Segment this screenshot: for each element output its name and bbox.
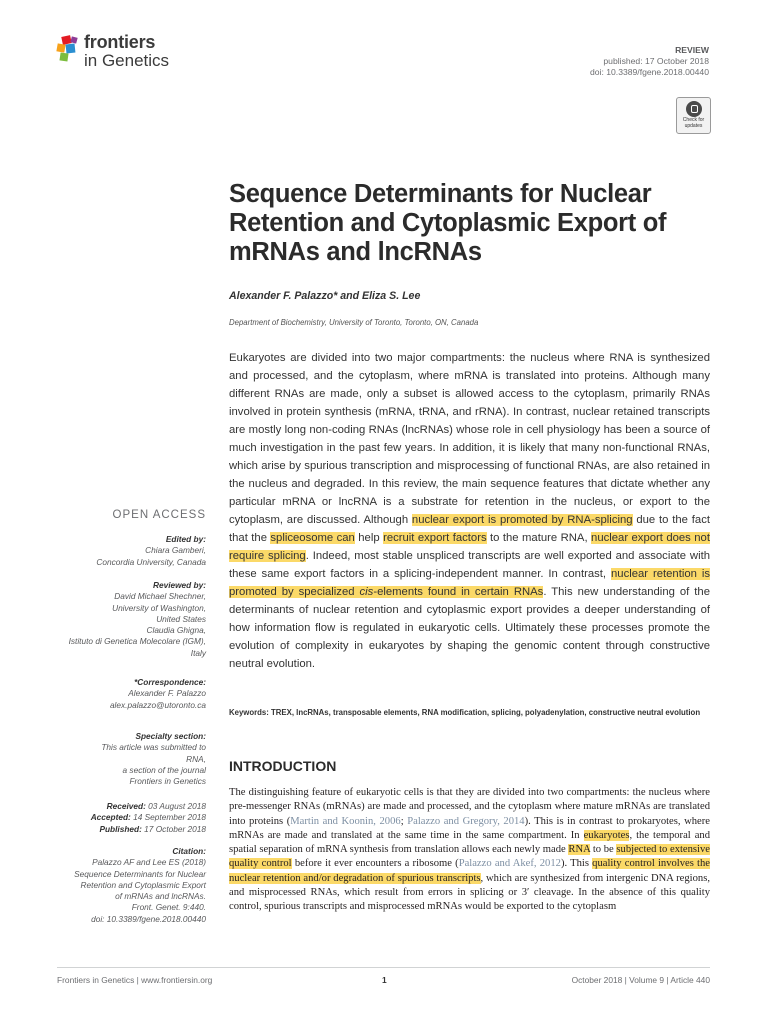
reviewer-line: David Michael Shechner, (114, 591, 206, 602)
keywords: Keywords: TREX, lncRNAs, transposable elements, RNA modification, splicing, polyadenylation, constructive neutral evolution (229, 708, 701, 717)
check-for-updates-button[interactable] (676, 97, 711, 134)
section-heading: INTRODUCTION (229, 758, 337, 774)
sidebar-dates (20, 801, 206, 835)
check-for-updates-label-1: Check for (682, 117, 705, 123)
citation-link[interactable]: Martin and Koonin, 2006 (290, 815, 401, 827)
editor-line: Concordia University, Canada (96, 556, 206, 567)
reviewer-line: Claudia Ghigna, (146, 625, 206, 636)
published-date-sidebar: Published: 17 October 2018 (99, 823, 206, 834)
citation-line: Retention and Cytoplasmic Export (80, 879, 206, 890)
article-type: REVIEW (675, 45, 709, 55)
sidebar-reviewed-by (20, 580, 206, 659)
reviewer-line: Italy (190, 647, 206, 658)
correspondence-name: Alexander F. Palazzo (128, 688, 206, 699)
article-authors: Alexander F. Palazzo* and Eliza S. Lee (229, 290, 421, 302)
abstract-text: . Indeed, most stable unspliced transcripts are well exported and associate with these same export factors in a splicing-independent manner. In contrast, (229, 550, 710, 580)
page-number: 1 (382, 975, 387, 985)
highlighted-text: recruit export factors (383, 532, 487, 544)
accepted-date: Accepted: 14 September 2018 (90, 812, 206, 823)
editor-line: Chiara Gamberi, (145, 545, 206, 556)
highlighted-text: nuclear retention is promoted by specialized cis-elements found in certain RNAs (229, 568, 711, 598)
journal-name-line1: frontiers (84, 32, 156, 52)
citation-line: Sequence Determinants for Nuclear (74, 868, 206, 879)
sidebar-citation (20, 846, 206, 925)
check-for-updates-label-2: updates (684, 122, 703, 129)
abstract (229, 349, 710, 673)
published-date: published: 17 October 2018 (603, 56, 709, 66)
journal-logo[interactable] (57, 33, 169, 69)
reviewer-line: United States (156, 613, 206, 624)
specialty-label: Specialty section: (135, 731, 206, 741)
highlighted-text: RNA (568, 844, 591, 856)
sidebar-specialty (20, 731, 206, 787)
highlighted-text: quality control involves the nuclear retention and/or degradation of spurious transcripts (229, 858, 711, 884)
abstract-text: . This new understanding of the determinants of nuclear retention and cytoplasmic export provides a deeper understanding of how information flow is regulated in eukaryotic cells. Ultimately these processes promote the evolution of complexity in eukaryotes by shaping the genomic content through constructive neutral evolution. (229, 586, 710, 670)
bookmark-icon (686, 101, 702, 117)
article-meta (590, 45, 709, 78)
specialty-line: Frontiers in Genetics (129, 776, 206, 787)
footer-issue-info: October 2018 | Volume 9 | Article 440 (571, 975, 710, 985)
specialty-line: RNA, (186, 753, 206, 764)
highlighted-text: subjected to extensive quality control (229, 844, 710, 870)
specialty-line: This article was submitted to (101, 742, 206, 753)
citation-label: Citation: (172, 846, 206, 856)
highlighted-text: nuclear export does not require splicing (229, 532, 710, 562)
sidebar-edited-by (20, 534, 206, 568)
reviewed-by-label: Reviewed by: (152, 580, 206, 590)
citation-link[interactable]: Palazzo and Akef, 2012 (458, 858, 561, 870)
citation-line: Front. Genet. 9:440. (131, 902, 206, 913)
footer-divider (57, 967, 710, 968)
introduction-text: The distinguishing feature of eukaryotic cells is that they are divided into two compartments: the nucleus where pre-messenger RNAs (mRNAs) are made and processed, and the cytoplasm where mature mRNAs are translated into proteins (Martin and Koonin, 2006; Palazzo and Gregory, 2014). This is in contrast to prokaryotes, where mRNAs are made and translated at the same time in the same compartment. In eukaryotes, the temporal and spatial separation of mRNA synthesis from translation allows each newly made RNA to be subjected to extensive quality control before it ever encounters a ribosome (Palazzo and Akef, 2012). This quality control involves the nuclear retention and/or degradation of spurious transcripts, which are synthesized from intergenic DNA regions, and misprocessed RNAs, which result from errors in splicing or 3′ cleavage. In the absence of this quality control, spurious transcripts and misprocessed mRNAs would be exported to the cytoplasm (229, 787, 711, 913)
abstract-text: due to the fact that the (229, 514, 710, 544)
specialty-line: a section of the journal (122, 764, 206, 775)
reviewer-line: University of Washington, (112, 602, 206, 613)
sidebar-correspondence (20, 677, 206, 711)
citation-line: of mRNAs and lncRNAs. (115, 891, 206, 902)
citation-link[interactable]: Palazzo and Gregory, 2014 (407, 815, 525, 827)
article-title: Sequence Determinants for Nuclear Retention and Cytoplasmic Export of mRNAs and lncRNAs (229, 180, 667, 266)
highlighted-text: eukaryotes (583, 829, 630, 841)
author-affiliation: Department of Biochemistry, University of Toronto, Toronto, ON, Canada (229, 318, 479, 327)
article-doi[interactable]: doi: 10.3389/fgene.2018.00440 (590, 67, 709, 77)
reviewer-line: Istituto di Genetica Molecolare (IGM), (68, 636, 206, 647)
open-access-label: OPEN ACCESS (112, 509, 206, 521)
abstract-text: to the mature RNA, (486, 532, 592, 544)
frontiers-logo-icon (57, 36, 81, 62)
footer-journal-link[interactable]: Frontiers in Genetics | www.frontiersin.org (57, 975, 213, 985)
citation-line: Palazzo AF and Lee ES (2018) (92, 857, 206, 868)
highlighted-text: spliceosome can (270, 532, 355, 544)
correspondence-label: *Correspondence: (134, 677, 206, 687)
highlighted-text: nuclear export is promoted by RNA-splicing (411, 514, 633, 526)
journal-name-line2: in Genetics (84, 51, 170, 70)
edited-by-label: Edited by: (165, 534, 206, 544)
correspondence-email[interactable]: alex.palazzo@utoronto.ca (109, 699, 206, 710)
received-date: Received: 03 August 2018 (106, 801, 206, 811)
abstract-text: help (354, 532, 384, 544)
citation-line[interactable]: doi: 10.3389/fgene.2018.00440 (91, 913, 206, 924)
abstract-text: Eukaryotes are divided into two major compartments: the nucleus where RNA is synthesized and processed, and the cytoplasm, where mRNA is translated into proteins. Although many different RNAs are made, only a subset is allowed access to the cytoplasm, primarily RNAs involved in protein synthesis (mRNA, tRNA, and rRNA). In contrast, nuclear retained transcripts are mostly long non-coding RNAs (lncRNAs) whose role in cell physiology has been a source of much investigation in the past few years. In addition, it is likely that many non-functional RNAs, which arise by spurious transcription and misprocessing of functional RNAs, are also retained in the nucleus and degraded. In this review, the main sequence features that dictate whether any particular mRNA or lncRNA is a substrate for retention in the nucleus, or export to the cytoplasm, are discussed. Although (229, 352, 710, 526)
